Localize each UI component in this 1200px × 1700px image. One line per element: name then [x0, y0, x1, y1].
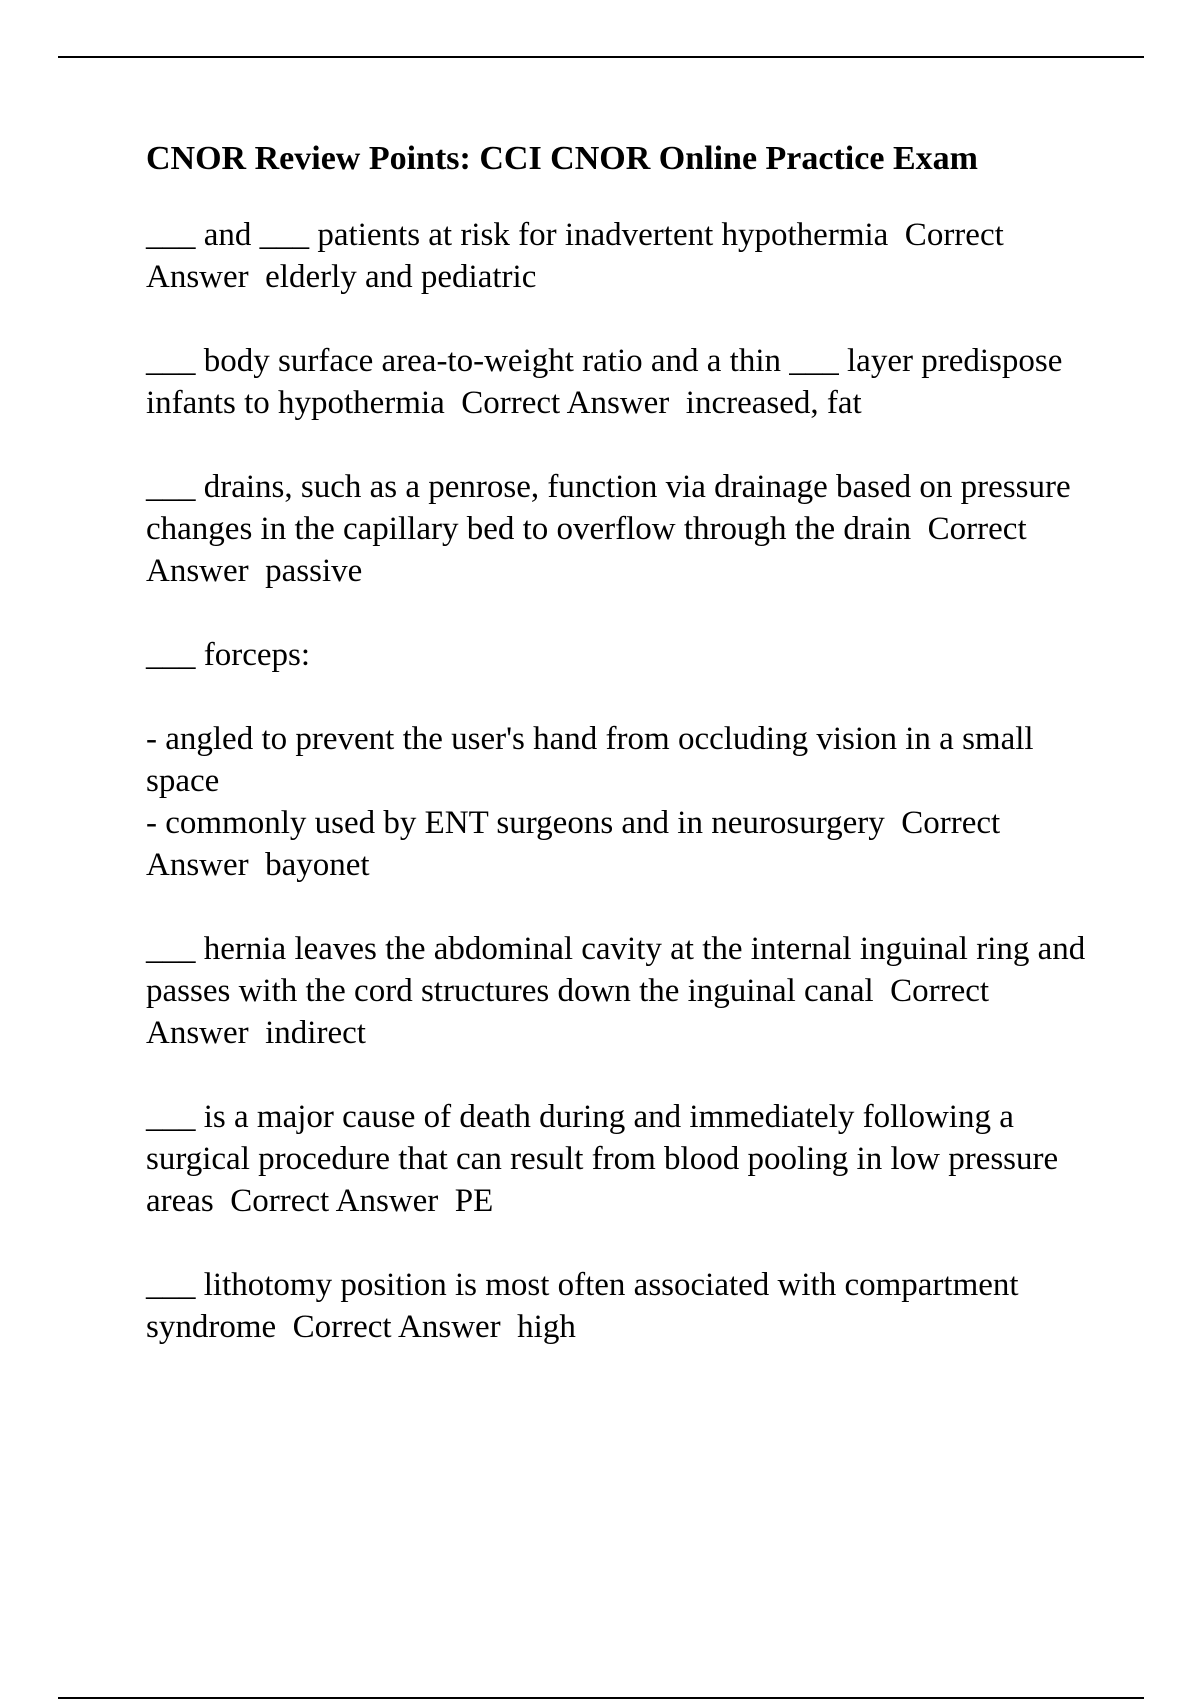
document-title: CNOR Review Points: CCI CNOR Online Practice Exam	[146, 140, 978, 177]
question-paragraph: ___ drains, such as a penrose, function via drainage based on pressure changes in the capillary bed to overflow through the drain Correct Answer passive	[146, 469, 1079, 589]
footer-rule	[58, 1697, 1144, 1699]
question-paragraph: ___ and ___ patients at risk for inadvertent hypothermia Correct Answer elderly and pediatric	[146, 217, 1011, 295]
document-body	[146, 138, 1096, 1390]
question-paragraph: - angled to prevent the user's hand from occluding vision in a small space - commonly used by ENT surgeons and in neurosurgery Correct Answer bayonet	[146, 721, 1034, 883]
question-paragraph: ___ lithotomy position is most often associated with compartment syndrome Correct Answer high	[146, 1267, 1027, 1345]
question-paragraph: ___ is a major cause of death during and immediately following a surgical procedure that can result from blood pooling in low pressure areas Correct Answer PE	[146, 1099, 1067, 1219]
question-paragraph: ___ body surface area-to-weight ratio and a thin ___ layer predispose infants to hypothermia Correct Answer increased, fat	[146, 343, 1071, 421]
question-paragraph: ___ forceps:	[146, 637, 311, 673]
question-paragraph: ___ hernia leaves the abdominal cavity at the internal inguinal ring and passes with the cord structures down the inguinal canal Correct Answer indirect	[146, 931, 1094, 1051]
header-rule	[58, 56, 1144, 58]
